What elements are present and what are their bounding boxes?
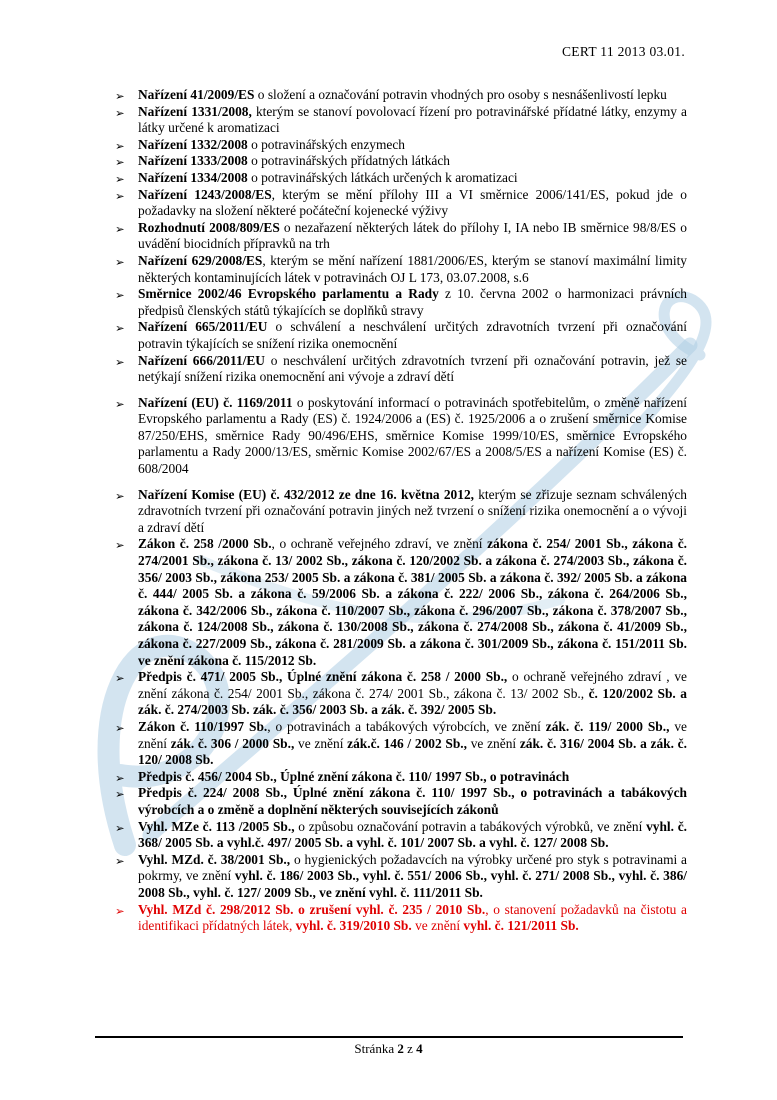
list-item bbox=[115, 902, 687, 935]
footer-separator: z bbox=[403, 1041, 417, 1056]
list-item bbox=[115, 353, 687, 386]
item-text: Nařízení 666/2011/EU o neschválení určitých zdravotních tvrzení při označování potravin, jež se netýkají snížení rizika onemocnění ani vývoje a zdraví dětí bbox=[138, 352, 687, 385]
arrow-bullet-icon: ➢ bbox=[115, 138, 125, 153]
list-item bbox=[115, 852, 687, 902]
list-item bbox=[115, 719, 687, 769]
arrow-bullet-icon: ➢ bbox=[115, 903, 125, 918]
list-item bbox=[115, 153, 687, 170]
item-text: Vyhl. MZe č. 113 /2005 Sb., o způsobu označování potravin a tabákových výrobků, ve znění vyhl. č. 368/ 2005 Sb. a vyhl.č. 497/ 2005 Sb. a vyhl. č. 101/ 2007 Sb. a vyhl. č. 127/ 2008 Sb. bbox=[138, 818, 687, 851]
arrow-bullet-icon: ➢ bbox=[115, 354, 125, 369]
arrow-bullet-icon: ➢ bbox=[115, 188, 125, 203]
arrow-bullet-icon: ➢ bbox=[115, 488, 125, 503]
list-item bbox=[115, 137, 687, 154]
list-item bbox=[115, 187, 687, 220]
regulation-list bbox=[115, 87, 687, 935]
arrow-bullet-icon: ➢ bbox=[115, 770, 125, 785]
list-item bbox=[115, 170, 687, 187]
item-text: Nařízení 1332/2008 o potravinářských enzymech bbox=[138, 136, 405, 152]
item-text: Nařízení 665/2011/EU o schválení a neschválení určitých zdravotních tvrzení při označování potravin týkajících se snížení rizika onemocnění bbox=[138, 319, 687, 351]
item-text: Nařízení 629/2008/ES, kterým se mění nařízení 1881/2006/ES, kterým se stanoví maximální limity některých kontaminujících látek v potravinách OJ L 173, 03.07.2008, s.6 bbox=[138, 252, 687, 285]
arrow-bullet-icon: ➢ bbox=[115, 538, 125, 553]
page-footer bbox=[0, 1041, 777, 1057]
arrow-bullet-icon: ➢ bbox=[115, 105, 125, 120]
item-text: Předpis č. 471/ 2005 Sb., Úplné znění zákona č. 258 / 2000 Sb., o ochraně veřejného zdraví , ve znění zákona č. 254/ 2001 Sb., zákona č. 274/ 2001 Sb., zákona č. 13/ 2002 Sb., č. 120/2002 Sb. a zák. č. 274/2003 Sb. zák. č. 356/ 2003 Sb. a zák. č. 392/ 2005 Sb. bbox=[138, 669, 688, 718]
arrow-bullet-icon: ➢ bbox=[115, 671, 125, 686]
list-item bbox=[115, 785, 687, 818]
list-item bbox=[115, 220, 687, 253]
arrow-bullet-icon: ➢ bbox=[115, 321, 125, 336]
item-text: Vyhl. MZd č. 298/2012 Sb. o zrušení vyhl. č. 235 / 2010 Sb., o stanovení požadavků na čistotu a identifikaci přídatných látek, vyhl. č. 319/2010 Sb. ve znění vyhl. č. 121/2011 Sb. bbox=[138, 901, 687, 934]
list-item bbox=[115, 819, 687, 852]
arrow-bullet-icon: ➢ bbox=[115, 155, 125, 170]
item-text: Nařízení 1333/2008 o potravinářských přídatných látkách bbox=[138, 153, 450, 169]
arrow-bullet-icon: ➢ bbox=[115, 89, 125, 103]
arrow-bullet-icon: ➢ bbox=[115, 787, 125, 802]
footer-rule bbox=[95, 1036, 683, 1038]
list-item bbox=[115, 487, 687, 537]
item-text: Nařízení 1243/2008/ES, kterým se mění přílohy III a VI směrnice 2006/141/ES, pokud jde o požadavky na složení některé počáteční kojenecké výživy bbox=[138, 186, 687, 219]
item-text: Nařízení 41/2009/ES o složení a označování potravin vhodných pro osoby s nesnášenlivostí lepku bbox=[138, 87, 667, 102]
list-item bbox=[115, 669, 687, 719]
footer-total-pages: 4 bbox=[416, 1041, 423, 1056]
arrow-bullet-icon: ➢ bbox=[115, 288, 125, 303]
arrow-bullet-icon: ➢ bbox=[115, 396, 125, 411]
arrow-bullet-icon: ➢ bbox=[115, 853, 125, 868]
footer-prefix: Stránka bbox=[354, 1041, 398, 1056]
item-text: Směrnice 2002/46 Evropského parlamentu a Rady z 10. června 2002 o harmonizaci právních předpisů členských států týkajících se doplňků stravy bbox=[138, 286, 688, 318]
item-text: Předpis č. 224/ 2008 Sb., Úplné znění zákona č. 110/ 1997 Sb., o potravinách a tabákových výrobcích a o změně a doplnění některých souvisejících zákonů bbox=[138, 785, 687, 817]
item-text: Zákon č. 110/1997 Sb., o potravinách a tabákových výrobcích, ve znění zák. č. 119/ 2000 Sb., ve znění zák. č. 306 / 2000 Sb., ve znění zák.č. 146 / 2002 Sb., ve znění zák. č. 316/ 2004 Sb. a zák. č. 120/ 2008 Sb. bbox=[138, 718, 687, 768]
arrow-bullet-icon: ➢ bbox=[115, 254, 125, 269]
item-text: Nařízení 1331/2008, kterým se stanoví povolovací řízení pro potravinářské přídatné látky, enzymy a látky určené k aromatizaci bbox=[138, 103, 687, 136]
item-text: Předpis č. 456/ 2004 Sb., Úplné znění zákona č. 110/ 1997 Sb., o potravinách bbox=[138, 768, 570, 784]
footer-page-number: 2 bbox=[397, 1041, 404, 1056]
list-item bbox=[115, 319, 687, 352]
arrow-bullet-icon: ➢ bbox=[115, 171, 125, 186]
list-item bbox=[115, 253, 687, 286]
item-text: Nařízení 1334/2008 o potravinářských látkách určených k aromatizaci bbox=[138, 169, 518, 185]
list-item bbox=[115, 536, 687, 669]
item-text: Zákon č. 258 /2000 Sb., o ochraně veřejného zdraví, ve znění zákona č. 254/ 2001 Sb., zákona č. 274/2001 Sb., zákona č. 13/ 2002 Sb., zákona č. 120/2002 Sb. a zákona č. 274/2003 Sb., zákona č. 356/ 2003 Sb., zákona 253/ 2005 Sb. a zákona č. 381/ 2005 Sb. a zákona č. 392/ 2005 Sb. a zákona č. 444/ 2005 Sb. a zákona č. 59/2006 Sb. a zákona č. 222/ 2006 Sb., zákona č. 264/2006 Sb., zákona č. 342/2006 Sb., zákona č. 110/2007 Sb., zákona č. 296/2007 Sb., zákona č. 378/2007 Sb., zákona č. 124/2008 Sb., zákona č. 130/2008 Sb., zákona č. 274/2008 Sb., zákona č. 41/2009 Sb., zákona č. 227/2009 Sb., zákona č. 281/2009 Sb. a zákona č. 301/2009 Sb., zákona č. 151/2011 Sb. ve znění zákona č. 115/2012 Sb. bbox=[138, 536, 687, 668]
item-text: Nařízení (EU) č. 1169/2011 o poskytování informací o potravinách spotřebitelům, o změně nařízení Evropského parlamentu a Rady (ES) č. 1924/2006 a (ES) č. 1925/2006 a o zrušení směrnice Komise 87/250/EHS, směrnice Rady 90/496/EHS, směrnice Komise 1999/10/ES, směrnice Evropského parlamentu a Rady 2000/13/ES, směrnic Komise 2002/67/ES a 2008/5/ES a nařízení Komise (ES) č. 608/2004 bbox=[138, 394, 687, 477]
item-text: Nařízení Komise (EU) č. 432/2012 ze dne 16. května 2012, kterým se zřizuje seznam schválených zdravotních tvrzení při označování potravin jiných než tvrzení o snížení rizika onemocnění a o vývoji a zdraví dětí bbox=[138, 486, 688, 535]
arrow-bullet-icon: ➢ bbox=[115, 221, 125, 236]
item-text: Rozhodnutí 2008/809/ES o nezařazení některých látek do přílohy I, IA nebo IB směrnice 98/8/ES o uvádění biocidních přípravků na trh bbox=[138, 219, 687, 252]
arrow-bullet-icon: ➢ bbox=[115, 720, 125, 735]
list-item bbox=[115, 395, 687, 478]
list-item bbox=[115, 769, 687, 786]
doc-code: CERT 11 2013 03.01. bbox=[561, 44, 685, 59]
arrow-bullet-icon: ➢ bbox=[115, 820, 125, 835]
list-item bbox=[115, 286, 687, 319]
item-text: Vyhl. MZd. č. 38/2001 Sb., o hygienických požadavcích na výrobky určené pro styk s potravinami a pokrmy, ve znění vyhl. č. 186/ 2003 Sb., vyhl. č. 551/ 2006 Sb., vyhl. č. 271/ 2008 Sb., vyhl. č. 386/ 2008 Sb., vyhl. č. 127/ 2009 Sb., ve znění vyhl. č. 111/2011 Sb. bbox=[138, 851, 687, 900]
list-item bbox=[115, 87, 687, 104]
list-item bbox=[115, 104, 687, 137]
